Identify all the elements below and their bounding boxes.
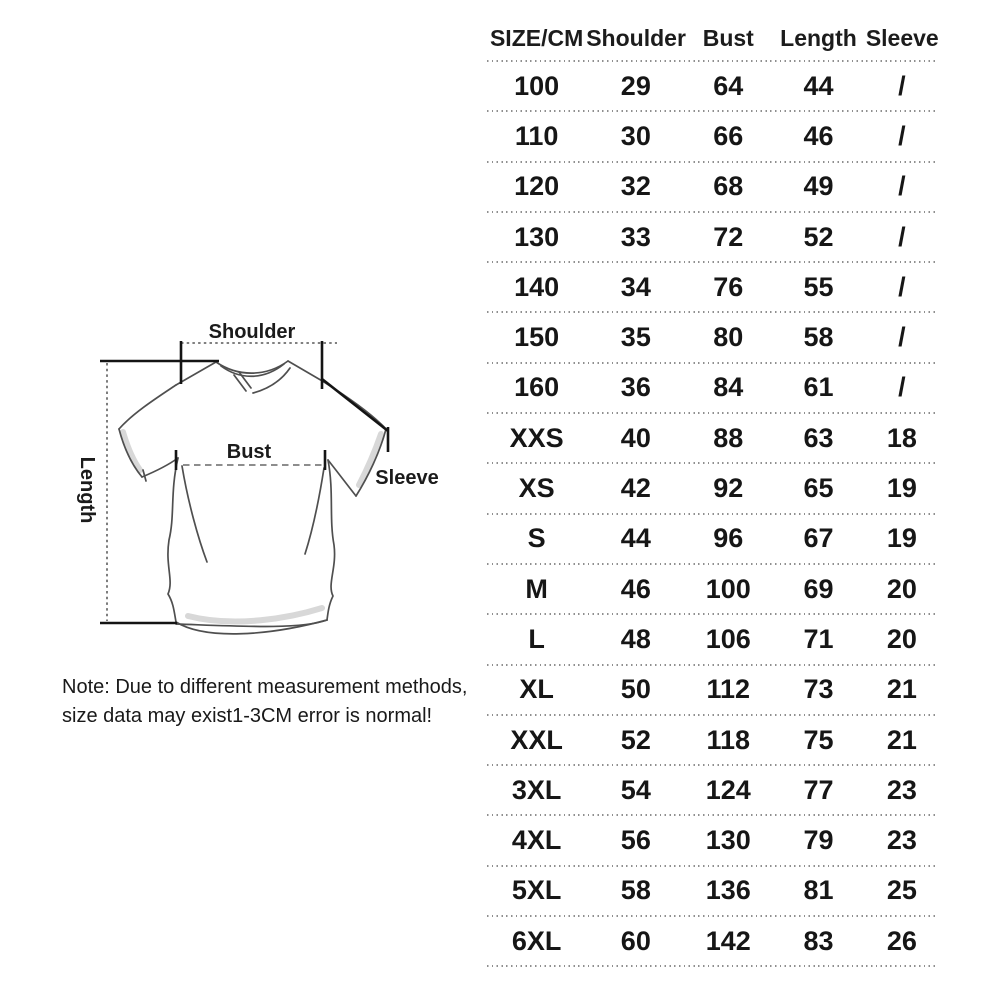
- table-cell: 100: [514, 70, 560, 101]
- table-cell: 55: [803, 271, 834, 302]
- table-cell: 84: [713, 372, 744, 403]
- table-cell: 3XL: [511, 774, 562, 805]
- table-cell: 25: [886, 875, 917, 906]
- table-cell: 49: [803, 171, 834, 202]
- table-cell: /: [898, 221, 906, 252]
- table-cell: 21: [886, 724, 917, 755]
- table-cell: 19: [886, 473, 917, 504]
- table-cell: 34: [620, 271, 651, 302]
- table-cell: 120: [514, 171, 560, 202]
- table-cell: 52: [620, 724, 651, 755]
- table-cell: 63: [803, 422, 834, 453]
- table-cell: 46: [620, 573, 651, 604]
- table-cell: 72: [713, 221, 744, 252]
- note-line-1: Note: Due to different measurement methods,: [62, 676, 468, 698]
- table-cell: 71: [803, 623, 834, 654]
- table-cell: 40: [620, 422, 651, 453]
- table-cell: 58: [620, 875, 651, 906]
- length-label: Length: [76, 456, 98, 524]
- table-cell: 50: [620, 674, 651, 705]
- table-cell: 52: [803, 221, 834, 252]
- table-cell: 44: [620, 523, 651, 554]
- table-cell: 19: [886, 523, 917, 554]
- table-row: [487, 766, 938, 814]
- table-row: [487, 213, 938, 261]
- table-cell: 4XL: [511, 825, 562, 856]
- table-row: [487, 112, 938, 160]
- table-cell: 150: [514, 322, 560, 353]
- table-cell: 88: [713, 422, 744, 453]
- table-cell: 64: [713, 70, 744, 101]
- table-cell: 66: [713, 120, 744, 151]
- table-row: [487, 515, 938, 563]
- table-cell: 65: [803, 473, 834, 504]
- row-divider: [487, 965, 938, 967]
- dashed-measure-lines: [107, 343, 337, 621]
- table-cell: 76: [713, 271, 744, 302]
- table-cell: 79: [803, 825, 834, 856]
- table-row: [487, 565, 938, 613]
- table-cell: 92: [713, 473, 744, 504]
- table-row: [487, 364, 938, 412]
- table-cell: /: [898, 70, 906, 101]
- table-cell: 75: [803, 724, 834, 755]
- table-cell: 36: [620, 372, 651, 403]
- table-cell: 160: [514, 372, 560, 403]
- table-header-cell: Bust: [702, 24, 754, 51]
- table-cell: 112: [706, 674, 751, 705]
- bust-label: Bust: [226, 441, 272, 463]
- table-row: [487, 163, 938, 211]
- table-cell: /: [898, 322, 906, 353]
- table-cell: 110: [514, 120, 559, 151]
- table-header-row: [487, 16, 938, 60]
- table-cell: 35: [620, 322, 651, 353]
- table-cell: 6XL: [511, 925, 562, 956]
- table-cell: 130: [514, 221, 560, 252]
- table-row: [487, 716, 938, 764]
- table-cell: 23: [886, 825, 917, 856]
- table-cell: XXL: [510, 724, 563, 755]
- table-cell: 96: [713, 523, 744, 554]
- table-row: [487, 263, 938, 311]
- tshirt-outline: [119, 361, 386, 634]
- table-cell: 73: [803, 674, 834, 705]
- table-header-cell: Shoulder: [586, 24, 686, 51]
- table-cell: 58: [803, 322, 834, 353]
- table-cell: 42: [620, 473, 651, 504]
- tshirt-measurement-diagram: [60, 318, 460, 650]
- table-row: [487, 917, 938, 965]
- table-cell: 18: [886, 422, 917, 453]
- measurement-note: [62, 673, 482, 731]
- table-cell: /: [898, 120, 906, 151]
- table-cell: L: [528, 623, 545, 654]
- table-cell: 30: [620, 120, 651, 151]
- table-cell: 61: [803, 372, 834, 403]
- table-cell: 54: [620, 774, 651, 805]
- table-header-cell: SIZE/CM: [489, 24, 584, 51]
- table-cell: 130: [705, 825, 751, 856]
- table-cell: S: [527, 523, 546, 554]
- table-row: [487, 816, 938, 864]
- table-cell: XS: [518, 473, 555, 504]
- size-table: [487, 16, 938, 967]
- table-row: [487, 414, 938, 462]
- table-cell: 5XL: [511, 875, 562, 906]
- table-cell: 81: [803, 875, 834, 906]
- table-cell: 21: [886, 674, 917, 705]
- table-cell: 20: [886, 573, 917, 604]
- table-cell: 33: [620, 221, 651, 252]
- table-cell: 26: [886, 925, 917, 956]
- table-cell: 68: [713, 171, 744, 202]
- table-cell: XL: [519, 674, 554, 705]
- table-cell: 106: [705, 623, 751, 654]
- table-row: [487, 615, 938, 663]
- table-cell: 80: [713, 322, 744, 353]
- table-cell: 20: [886, 623, 917, 654]
- table-cell: 142: [705, 925, 751, 956]
- shoulder-label: Shoulder: [208, 321, 296, 343]
- table-row: [487, 313, 938, 361]
- table-header-cell: Sleeve: [865, 24, 939, 51]
- table-row: [487, 867, 938, 915]
- table-cell: 48: [620, 623, 651, 654]
- table-cell: XXS: [509, 422, 564, 453]
- table-cell: 136: [705, 875, 751, 906]
- table-cell: 44: [803, 70, 834, 101]
- table-header-cell: Length: [780, 24, 857, 51]
- table-cell: 56: [620, 825, 651, 856]
- table-cell: /: [898, 372, 906, 403]
- table-cell: 83: [803, 925, 834, 956]
- table-row: [487, 62, 938, 110]
- sleeve-label: Sleeve: [375, 467, 439, 489]
- table-cell: 46: [803, 120, 834, 151]
- table-cell: /: [898, 171, 906, 202]
- table-cell: 67: [803, 523, 834, 554]
- table-cell: 124: [705, 774, 751, 805]
- table-cell: 140: [514, 271, 560, 302]
- table-cell: M: [525, 573, 548, 604]
- table-cell: 29: [620, 70, 651, 101]
- table-cell: 77: [803, 774, 834, 805]
- table-cell: 23: [886, 774, 917, 805]
- table-cell: 69: [803, 573, 834, 604]
- note-line-2: size data may exist1-3CM error is normal!: [62, 705, 433, 727]
- table-cell: 60: [620, 925, 651, 956]
- table-cell: 100: [705, 573, 751, 604]
- table-cell: 118: [706, 724, 751, 755]
- table-row: [487, 666, 938, 714]
- table-cell: /: [898, 271, 906, 302]
- table-cell: 32: [620, 171, 651, 202]
- table-row: [487, 464, 938, 512]
